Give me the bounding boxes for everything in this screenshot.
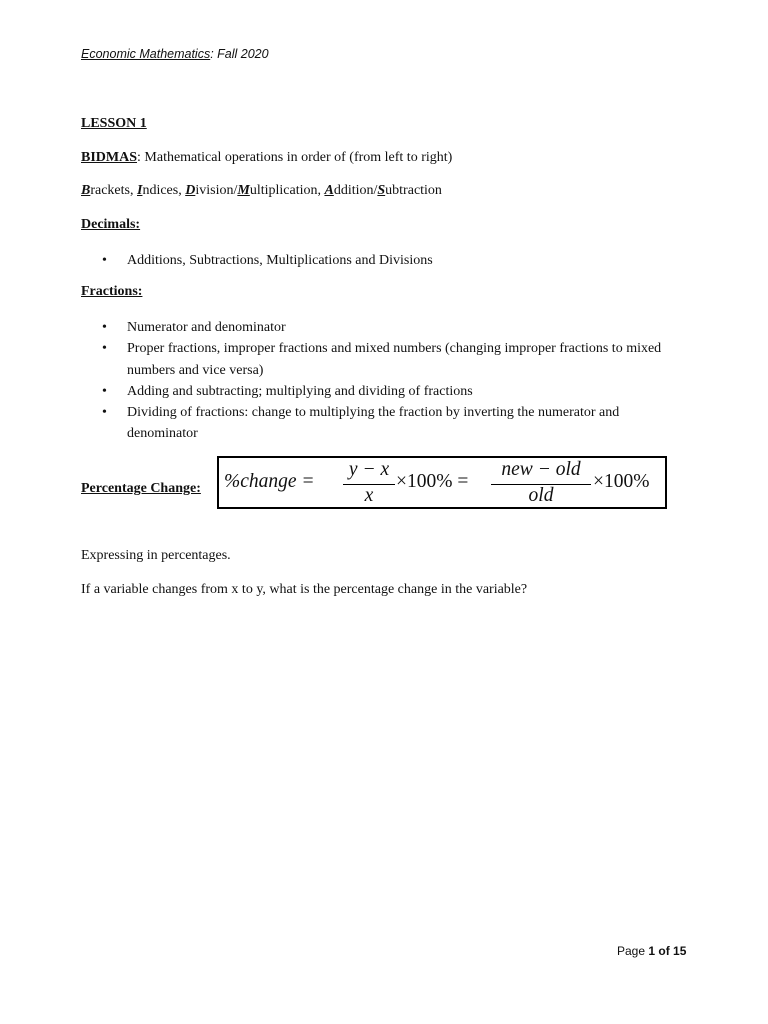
body-paragraph: Expressing in percentages. — [81, 548, 231, 563]
bidmas-line — [81, 150, 452, 166]
decimals-list — [81, 250, 681, 271]
fractions-heading: Fractions: — [81, 284, 143, 299]
fractions-list — [81, 317, 681, 445]
fraction1-numerator: y − x — [348, 459, 390, 480]
formula-lhs: %change = — [224, 471, 315, 492]
body-paragraph: If a variable changes from x to y, what is the percentage change in the variable? — [81, 582, 528, 597]
list-item: • Dividing of fractions: change to multiplying the fraction by inverting the numerator and denominator — [81, 402, 681, 445]
acronym-rest: ultiplication, — [249, 183, 325, 198]
acronym-initial: D — [185, 183, 196, 198]
fraction1-denominator: x — [364, 485, 374, 506]
list-item: • Adding and subtracting; multiplying and dividing of fractions — [81, 381, 681, 402]
acronym-rest: ndices, — [142, 183, 186, 198]
term-label: : Fall 2020 — [210, 47, 269, 61]
bidmas-acronym-line — [81, 183, 442, 199]
of-word: of — [655, 944, 674, 958]
acronym-rest: ddition/ — [333, 183, 378, 198]
page-header — [81, 47, 269, 61]
current-page-number: 1 — [648, 944, 656, 958]
acronym-initial: S — [377, 183, 386, 198]
page-footer — [617, 944, 686, 958]
percentage-change-formula — [217, 456, 667, 509]
page-word: Page — [617, 944, 649, 958]
fraction2-numerator: new − old — [501, 459, 581, 480]
formula-end: ×100% — [593, 471, 650, 492]
acronym-initial: M — [237, 183, 250, 198]
acronym-initial: A — [324, 183, 334, 198]
bidmas-text: : Mathematical operations in order of (from left to right) — [137, 150, 453, 165]
acronym-initial: I — [137, 183, 143, 198]
acronym-initial: B — [81, 183, 91, 198]
bidmas-label: BIDMAS — [81, 150, 138, 165]
acronym-rest: ubtraction — [385, 183, 442, 198]
acronym-rest: rackets, — [90, 183, 137, 198]
total-pages-number: 15 — [673, 944, 687, 958]
decimals-heading: Decimals: — [81, 217, 141, 232]
fraction2-denominator: old — [528, 485, 554, 506]
course-title: Economic Mathematics — [81, 47, 211, 61]
lesson-title: LESSON 1 — [81, 116, 147, 131]
list-item: • Numerator and denominator — [81, 317, 681, 338]
list-item: • Proper fractions, improper fractions and mixed numbers (changing improper fractions to mixed numbers and vice versa) — [81, 338, 681, 381]
list-item: • Additions, Subtractions, Multiplications and Divisions — [81, 250, 681, 271]
formula-mid: ×100% = — [396, 471, 469, 492]
acronym-rest: ivision/ — [195, 183, 238, 198]
percentage-change-label: Percentage Change: — [81, 481, 201, 496]
